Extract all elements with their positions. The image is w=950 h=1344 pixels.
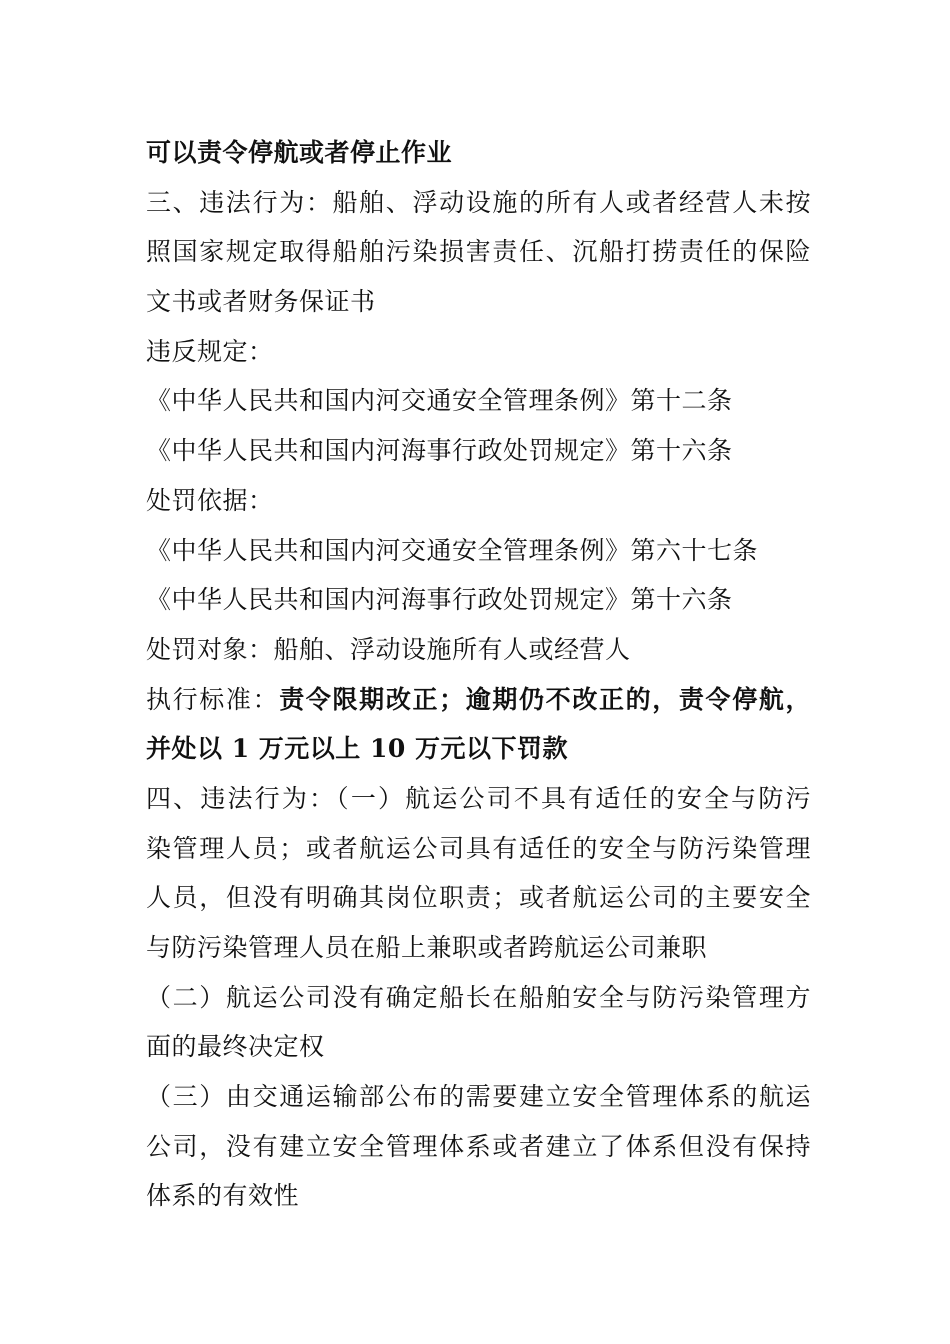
text-line: 面的最终决定权 bbox=[146, 1032, 325, 1062]
text-line: 染管理人员；或者航运公司具有适任的安全与防污染管理 bbox=[146, 833, 811, 863]
section-heading: 处罚依据： bbox=[146, 485, 274, 515]
text-line: 体系的有效性 bbox=[146, 1181, 300, 1211]
standard-label: 执行标准： bbox=[146, 684, 280, 714]
text-line: 与防污染管理人员在船上兼职或者跨航运公司兼职 bbox=[146, 933, 708, 962]
text-line: 人员，但没有明确其岗位职责；或者航运公司的主要安全 bbox=[146, 883, 811, 913]
section-heading: 违反规定： bbox=[146, 336, 274, 366]
text-line: 可以责令停航或者停止作业 bbox=[146, 138, 453, 167]
standard-text: 责令限期改正；逾期仍不改正的，责令停航， bbox=[279, 684, 811, 714]
text-line: 处罚对象：船舶、浮动设施所有人或经营人 bbox=[146, 634, 631, 664]
law-citation: 《中华人民共和国内河交通安全管理条例》第六十七条 bbox=[146, 535, 759, 565]
text-line: 四、违法行为：（一）航运公司不具有适任的安全与防污 bbox=[146, 783, 811, 813]
text-line: 文书或者财务保证书 bbox=[146, 287, 376, 317]
text-line: 照国家规定取得船舶污染损害责任、沉船打捞责任的保险 bbox=[146, 237, 811, 267]
text-line: （二）航运公司没有确定船长在船舶安全与防污染管理方 bbox=[146, 982, 811, 1012]
law-citation: 《中华人民共和国内河海事行政处罚规定》第十六条 bbox=[146, 436, 733, 466]
law-citation: 《中华人民共和国内河海事行政处罚规定》第十六条 bbox=[146, 585, 733, 615]
text-line: 公司，没有建立安全管理体系或者建立了体系但没有保持 bbox=[146, 1131, 811, 1161]
document-body bbox=[146, 128, 811, 1221]
text-line: 三、违法行为：船舶、浮动设施的所有人或者经营人未按 bbox=[146, 187, 811, 217]
text-line: （三）由交通运输部公布的需要建立安全管理体系的航运 bbox=[146, 1082, 811, 1112]
law-citation: 《中华人民共和国内河交通安全管理条例》第十二条 bbox=[146, 386, 733, 416]
standard-line bbox=[146, 675, 811, 725]
text-line: 并处以 1 万元以上 10 万元以下罚款 bbox=[146, 734, 569, 764]
